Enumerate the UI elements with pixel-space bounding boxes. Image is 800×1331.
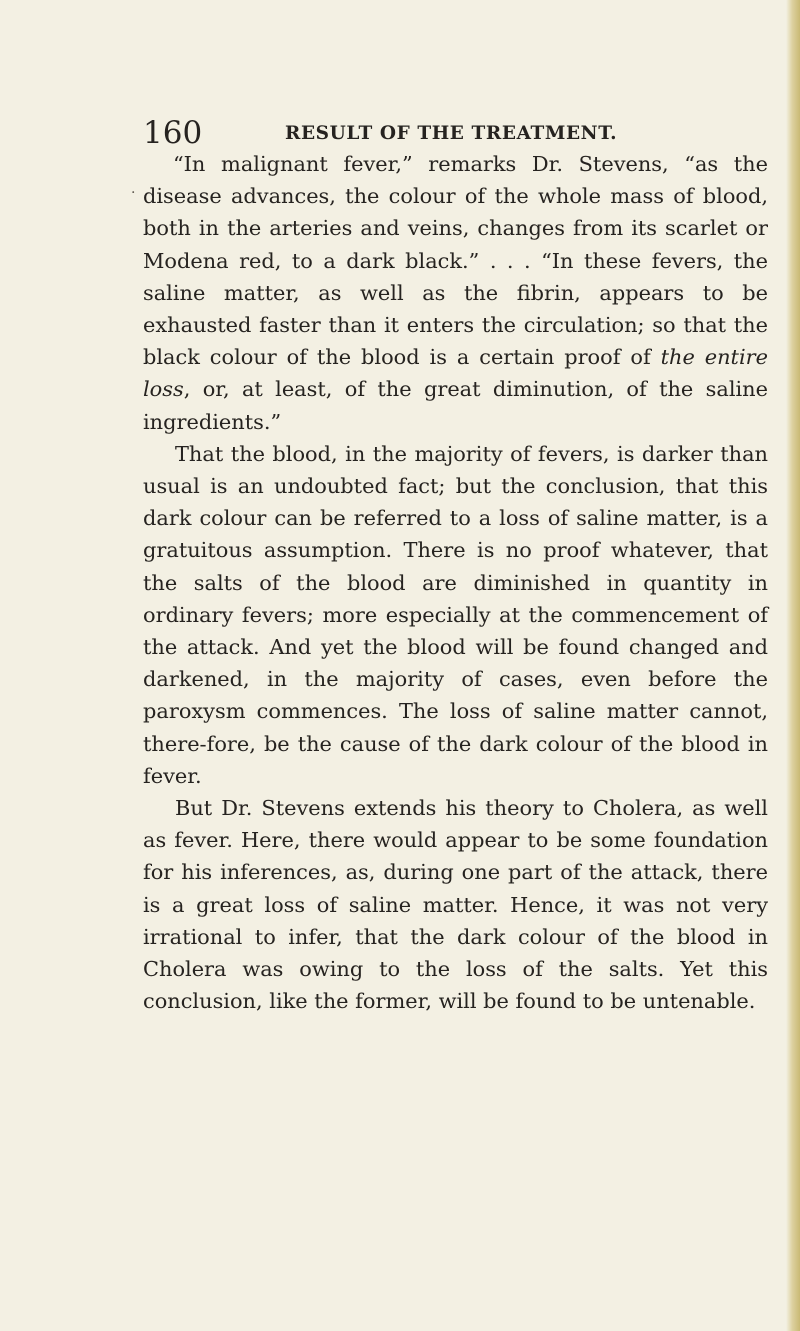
body-text — [143, 148, 768, 1017]
paragraph-1-before: “In malignant fever,” remarks Dr. Stevens, “as the disease advances, the colour of the whole mass of blood, both in the arteries and veins, changes from its scarlet or Modena red, to a dark black.” . . . “In these fevers, the saline matter, as well as the fibrin, appears to be exhausted faster than it enters the circulation; so that the black colour of the blood is a certain proof of — [143, 152, 768, 370]
page-header — [143, 116, 768, 150]
margin-mark: · — [131, 185, 136, 201]
paragraph-1-after: , or, at least, of the great diminution, of the saline ingredients.” — [143, 377, 768, 434]
running-title: RESULT OF THE TREATMENT. — [285, 123, 618, 144]
paragraph-2: That the blood, in the majority of fevers, is darker than usual is an undoubted fact; but the conclusion, that this dark colour can be referred to a loss of saline matter, is a gratuitous assumption. There is no proof whatever, that the salts of the blood are diminished in quantity in ordinary fevers; more especially at the commencement of the attack. And yet the blood will be found changed and darkened, in the majority of cases, even before the paroxysm commences. The loss of saline matter cannot, there-fore, be the cause of the dark colour of the blood in fever. — [143, 441, 768, 788]
page-number: 160 — [143, 115, 203, 151]
paragraph-3: But Dr. Stevens extends his theory to Cholera, as well as fever. Here, there would appear to be some foundation for his inferences, as, during one part of the attack, there is a great loss of saline matter. Hence, it was not very irrational to infer, that the dark colour of the blood in Cholera was owing to the loss of the salts. Yet this conclusion, like the former, will be found to be untenable. — [143, 796, 768, 1014]
paragraph-1-emphasis: the entire loss — [143, 345, 768, 402]
page-edge-shadow — [786, 0, 800, 1331]
paragraph-1 — [143, 148, 768, 438]
